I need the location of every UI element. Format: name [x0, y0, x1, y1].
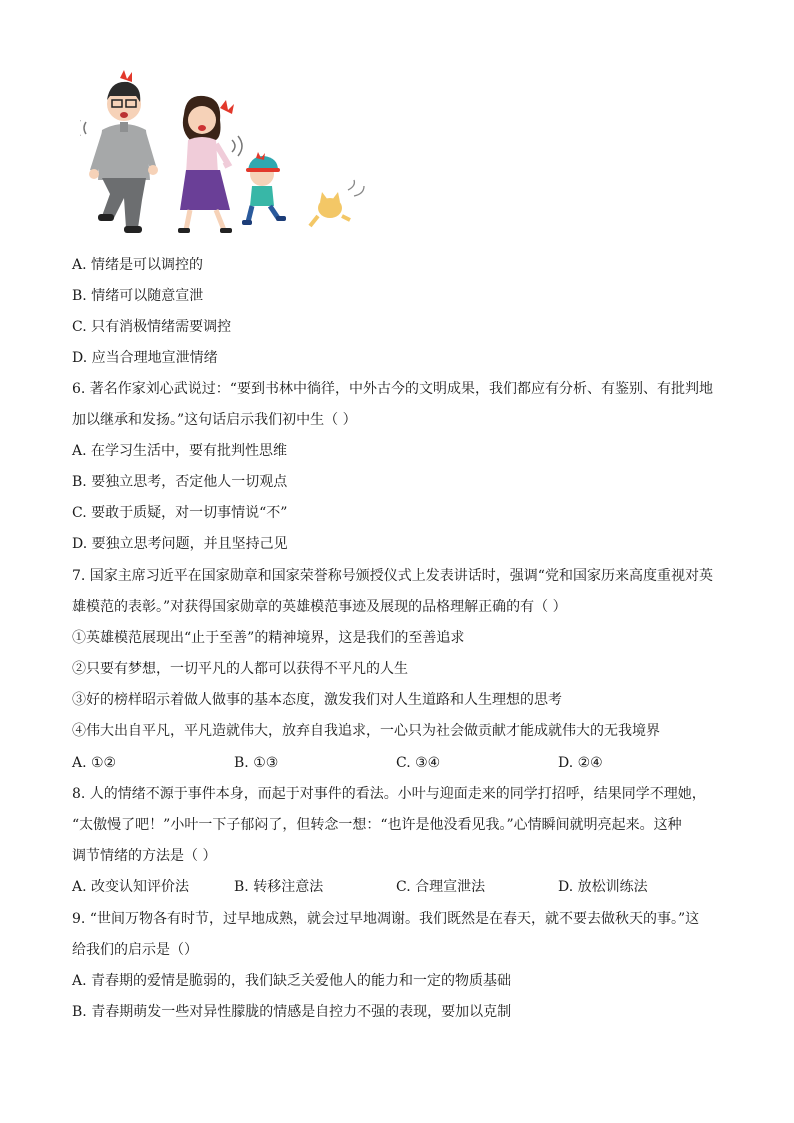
q6-option-c: C. 要敢于质疑，对一切事情说“不” — [72, 505, 288, 521]
kid-figure — [242, 152, 286, 225]
father-figure — [80, 70, 158, 233]
q5-option-b: B. 情绪可以随意宣泄 — [72, 288, 204, 304]
q9-stem-line-2: 给我们的启示是（） — [72, 942, 198, 958]
q9-stem-line-1: 9. “世间万物各有时节，过早地成熟，就会过早地凋谢。我们既然是在春天，就不要去做秋天的事。”这 — [72, 911, 700, 927]
q5-option-c: C. 只有消极情绪需要调控 — [72, 319, 232, 335]
q7-option-d: D. ②④ — [558, 755, 603, 771]
q6-stem-line-1: 6. 著名作家刘心武说过：“要到书林中徜徉，中外古今的文明成果，我们都应有分析、有鉴别、有批判地 — [72, 381, 713, 397]
q8-stem-line-3: 调节情绪的方法是（ ） — [72, 848, 217, 864]
q6-option-b: B. 要独立思考，否定他人一切观点 — [72, 474, 288, 490]
q9-option-b: B. 青春期萌发一些对异性朦胧的情感是自控力不强的表现，要加以克制 — [72, 1004, 512, 1020]
q7-stem-line-2: 雄模范的表彰。”对获得国家勋章的英雄模范事迹及展现的品格理解正确的有（ ） — [72, 599, 567, 615]
q8-option-c: C. 合理宣泄法 — [396, 879, 486, 895]
q6-option-d: D. 要独立思考问题，并且坚持己见 — [72, 536, 288, 552]
q7-option-c: C. ③④ — [396, 755, 441, 771]
q5-option-a: A. 情绪是可以调控的 — [72, 257, 204, 273]
q5-option-d: D. 应当合理地宣泄情绪 — [72, 350, 218, 366]
q9-option-a: A. 青春期的爱情是脆弱的，我们缺乏关爱他人的能力和一定的物质基础 — [72, 973, 512, 989]
angry-family-illustration — [80, 70, 380, 240]
mother-figure — [178, 96, 242, 233]
q7-option-b: B. ①③ — [234, 755, 279, 771]
q7-stem-line-1: 7. 国家主席习近平在国家勋章和国家荣誉称号颁授仪式上发表讲话时，强调“党和国家历来高度重视对英 — [72, 568, 713, 584]
q8-option-a: A. 改变认知评价法 — [72, 879, 190, 895]
q8-stem-line-2: “太傲慢了吧！”小叶一下子郁闷了，但转念一想：“也许是他没看见我。”心情瞬间就明亮起来。这种 — [72, 817, 682, 833]
q8-option-d: D. 放松训练法 — [558, 879, 648, 895]
q6-option-a: A. 在学习生活中，要有批判性思维 — [72, 443, 288, 459]
q8-option-b: B. 转移注意法 — [234, 879, 324, 895]
q8-options — [72, 877, 732, 897]
q7-item-1: ①英雄模范展现出“止于至善”的精神境界，这是我们的至善追求 — [72, 630, 465, 646]
q7-option-a: A. ①② — [72, 755, 117, 771]
cat-figure — [310, 180, 364, 226]
q7-item-4: ④伟大出自平凡，平凡造就伟大，放弃自我追求，一心只为社会做贡献才能成就伟大的无我境界 — [72, 723, 660, 739]
q6-stem-line-2: 加以继承和发扬。”这句话启示我们初中生（ ） — [72, 412, 357, 428]
q7-item-3: ③好的榜样昭示着做人做事的基本态度，激发我们对人生道路和人生理想的思考 — [72, 692, 562, 708]
q8-stem-line-1: 8. 人的情绪不源于事件本身，而起于对事件的看法。小叶与迎面走来的同学打招呼，结果同学不理她， — [72, 786, 706, 802]
q7-options — [72, 753, 732, 773]
q7-item-2: ②只要有梦想，一切平凡的人都可以获得不平凡的人生 — [72, 661, 408, 677]
